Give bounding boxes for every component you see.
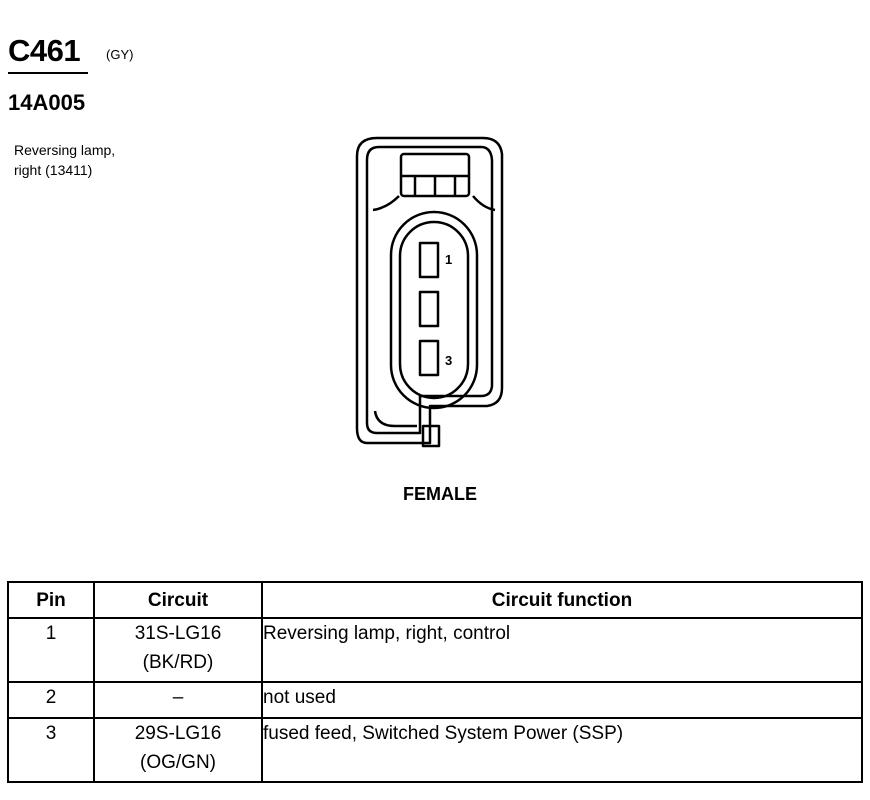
circuit-cell [94, 718, 262, 782]
connector-inner-housing [367, 147, 492, 433]
header-circuit-function: Circuit function [262, 582, 862, 618]
header-circuit: Circuit [94, 582, 262, 618]
description-line: right (13411) [14, 162, 93, 178]
circuit-code: 31S-LG16 [134, 623, 222, 644]
terminal-pin-2 [420, 292, 438, 326]
connector-description [14, 140, 184, 180]
part-number: 14A005 [8, 90, 86, 115]
terminal-pin-1 [420, 243, 438, 277]
circuit-wire-color: (OG/GN) [140, 752, 216, 773]
pin-table [7, 581, 863, 783]
connector-bottom-ledge [375, 411, 417, 426]
view-label: FEMALE [403, 484, 477, 504]
circuit-cell [94, 682, 262, 718]
connector-id: C461 [8, 33, 81, 68]
terminal-cavity-inner [400, 222, 468, 398]
circuit-code: – [172, 687, 184, 708]
table-header-row [8, 582, 862, 618]
circuit-wire-color: (BK/RD) [142, 652, 214, 673]
table-row [8, 718, 862, 782]
connector-id-underline [8, 72, 88, 74]
pin-cell: 1 [8, 618, 94, 682]
connector-color: (GY) [106, 47, 134, 62]
pin-label-3: 3 [445, 353, 453, 368]
table-row [8, 618, 862, 682]
function-cell: Reversing lamp, right, control [262, 618, 862, 682]
pin-label-1: 1 [445, 252, 453, 267]
circuit-code: 29S-LG16 [134, 723, 222, 744]
tab-shoulder-left [373, 196, 399, 210]
pin-cell: 2 [8, 682, 94, 718]
pin-cell: 3 [8, 718, 94, 782]
table-row [8, 682, 862, 718]
description-line: Reversing lamp, [14, 142, 116, 158]
terminal-pin-3 [420, 341, 438, 375]
function-cell: not used [262, 682, 862, 718]
function-cell: fused feed, Switched System Power (SSP) [262, 718, 862, 782]
circuit-cell [94, 618, 262, 682]
connector-face-diagram [355, 128, 525, 458]
header-pin: Pin [8, 582, 94, 618]
